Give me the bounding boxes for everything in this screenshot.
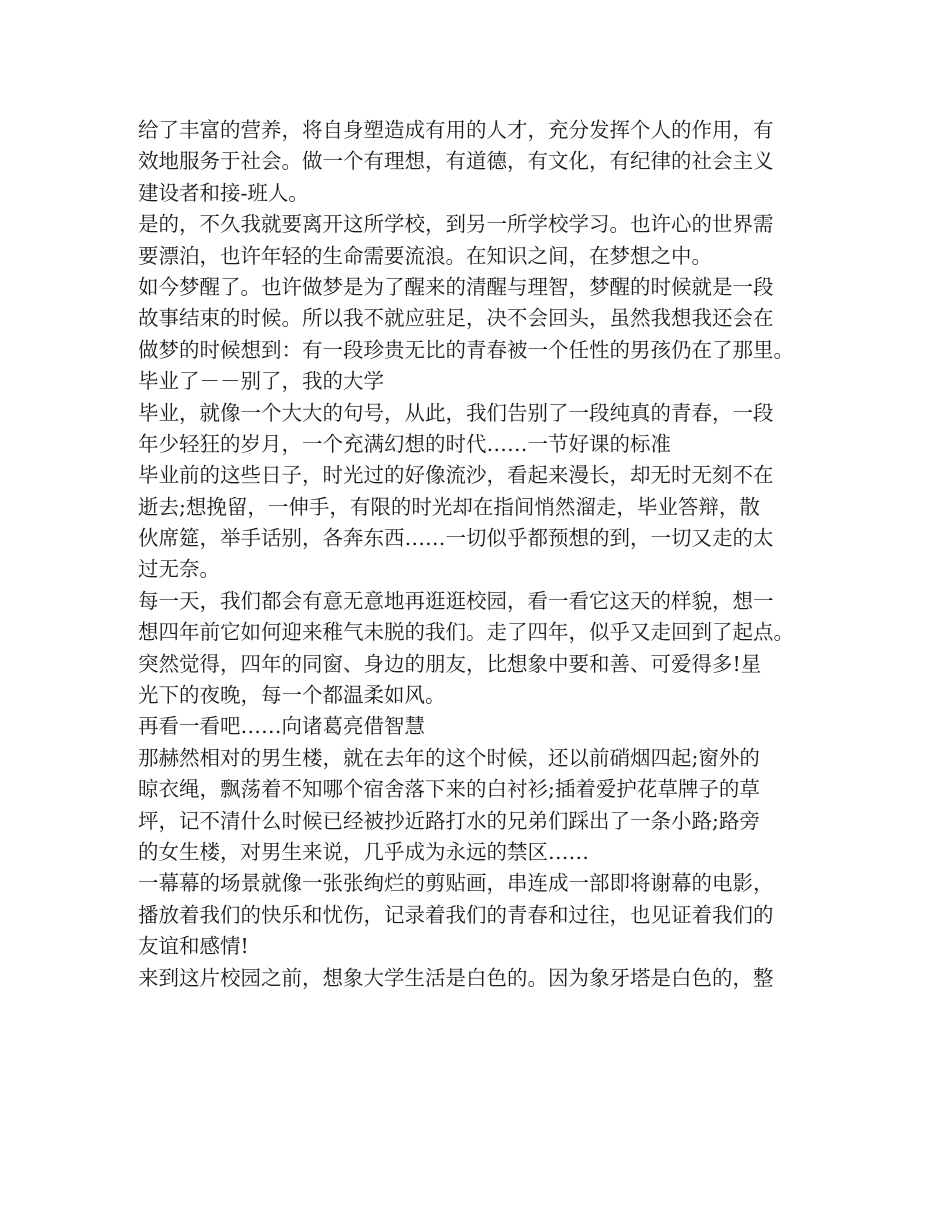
- text-line: 毕业，就像一个大大的句号，从此，我们告别了一段纯真的青春，一段: [138, 400, 774, 425]
- text-line: 伙席筵，举手话别，各奔东西……一切似乎都预想的到，一切又走的太: [138, 526, 774, 551]
- text-line: 光下的夜晚，每一个都温柔如风。: [138, 683, 446, 708]
- text-line: 晾衣绳，飘荡着不知哪个宿舍落下来的白衬衫;插着爱护花草牌子的草: [138, 777, 760, 802]
- text-line: 播放着我们的快乐和忧伤，记录着我们的青春和过往，也见证着我们的: [138, 902, 774, 927]
- text-line: 一幕幕的场景就像一张张绚烂的剪贴画，串连成一部即将谢幕的电影，: [138, 871, 774, 896]
- text-line: 年少轻狂的岁月，一个充满幻想的时代……一节好课的标准: [138, 431, 671, 456]
- text-line: 的女生楼，对男生来说，几乎成为永远的禁区……: [138, 839, 589, 864]
- text-line: 效地服务于社会。做一个有理想，有道德，有文化，有纪律的社会主义: [138, 149, 774, 174]
- text-line: 做梦的时候想到：有一段珍贵无比的青春被一个任性的男孩仍在了那里。: [138, 337, 794, 362]
- text-line: 如今梦醒了。也许做梦是为了醒来的清醒与理智，梦醒的时候就是一段: [138, 274, 774, 299]
- text-line: 每一天，我们都会有意无意地再逛逛校园，看一看它这天的样貌，想一: [138, 588, 774, 613]
- section-heading: 毕业了－－别了，我的大学: [138, 369, 384, 394]
- text-line: 是的，不久我就要离开这所学校，到另一所学校学习。也许心的世界需: [138, 212, 774, 237]
- text-line: 想四年前它如何迎来稚气未脱的我们。走了四年，似乎又走回到了起点。: [138, 620, 794, 645]
- text-line: 逝去;想挽留，一伸手，有限的时光却在指间悄然溜走，毕业答辩，散: [138, 494, 760, 519]
- text-line: 建设者和接-班人。: [138, 180, 309, 205]
- text-line: 来到这片校园之前，想象大学生活是白色的。因为象牙塔是白色的，整: [138, 965, 774, 990]
- text-line: 突然觉得，四年的同窗、身边的朋友，比想象中要和善、可爱得多!星: [138, 651, 762, 676]
- text-line: 故事结束的时候。所以我不就应驻足，决不会回头，虽然我想我还会在: [138, 306, 774, 331]
- text-line: 再看一看吧……向诸葛亮借智慧: [138, 714, 425, 739]
- text-line: 给了丰富的营养，将自身塑造成有用的人才，充分发挥个人的作用，有: [138, 118, 774, 142]
- document-body: [138, 115, 828, 994]
- text-line: 坪，记不清什么时候已经被抄近路打水的兄弟们踩出了一条小路;路旁: [138, 808, 760, 833]
- text-line: 过无奈。: [138, 557, 220, 582]
- text-line: 要漂泊，也许年轻的生命需要流浪。在知识之间，在梦想之中。: [138, 243, 712, 268]
- text-line: 那赫然相对的男生楼，就在去年的这个时候，还以前硝烟四起;窗外的: [138, 745, 760, 770]
- text-line: 毕业前的这些日子，时光过的好像流沙，看起来漫长，却无时无刻不在: [138, 463, 774, 488]
- text-line: 友谊和感情!: [138, 934, 249, 959]
